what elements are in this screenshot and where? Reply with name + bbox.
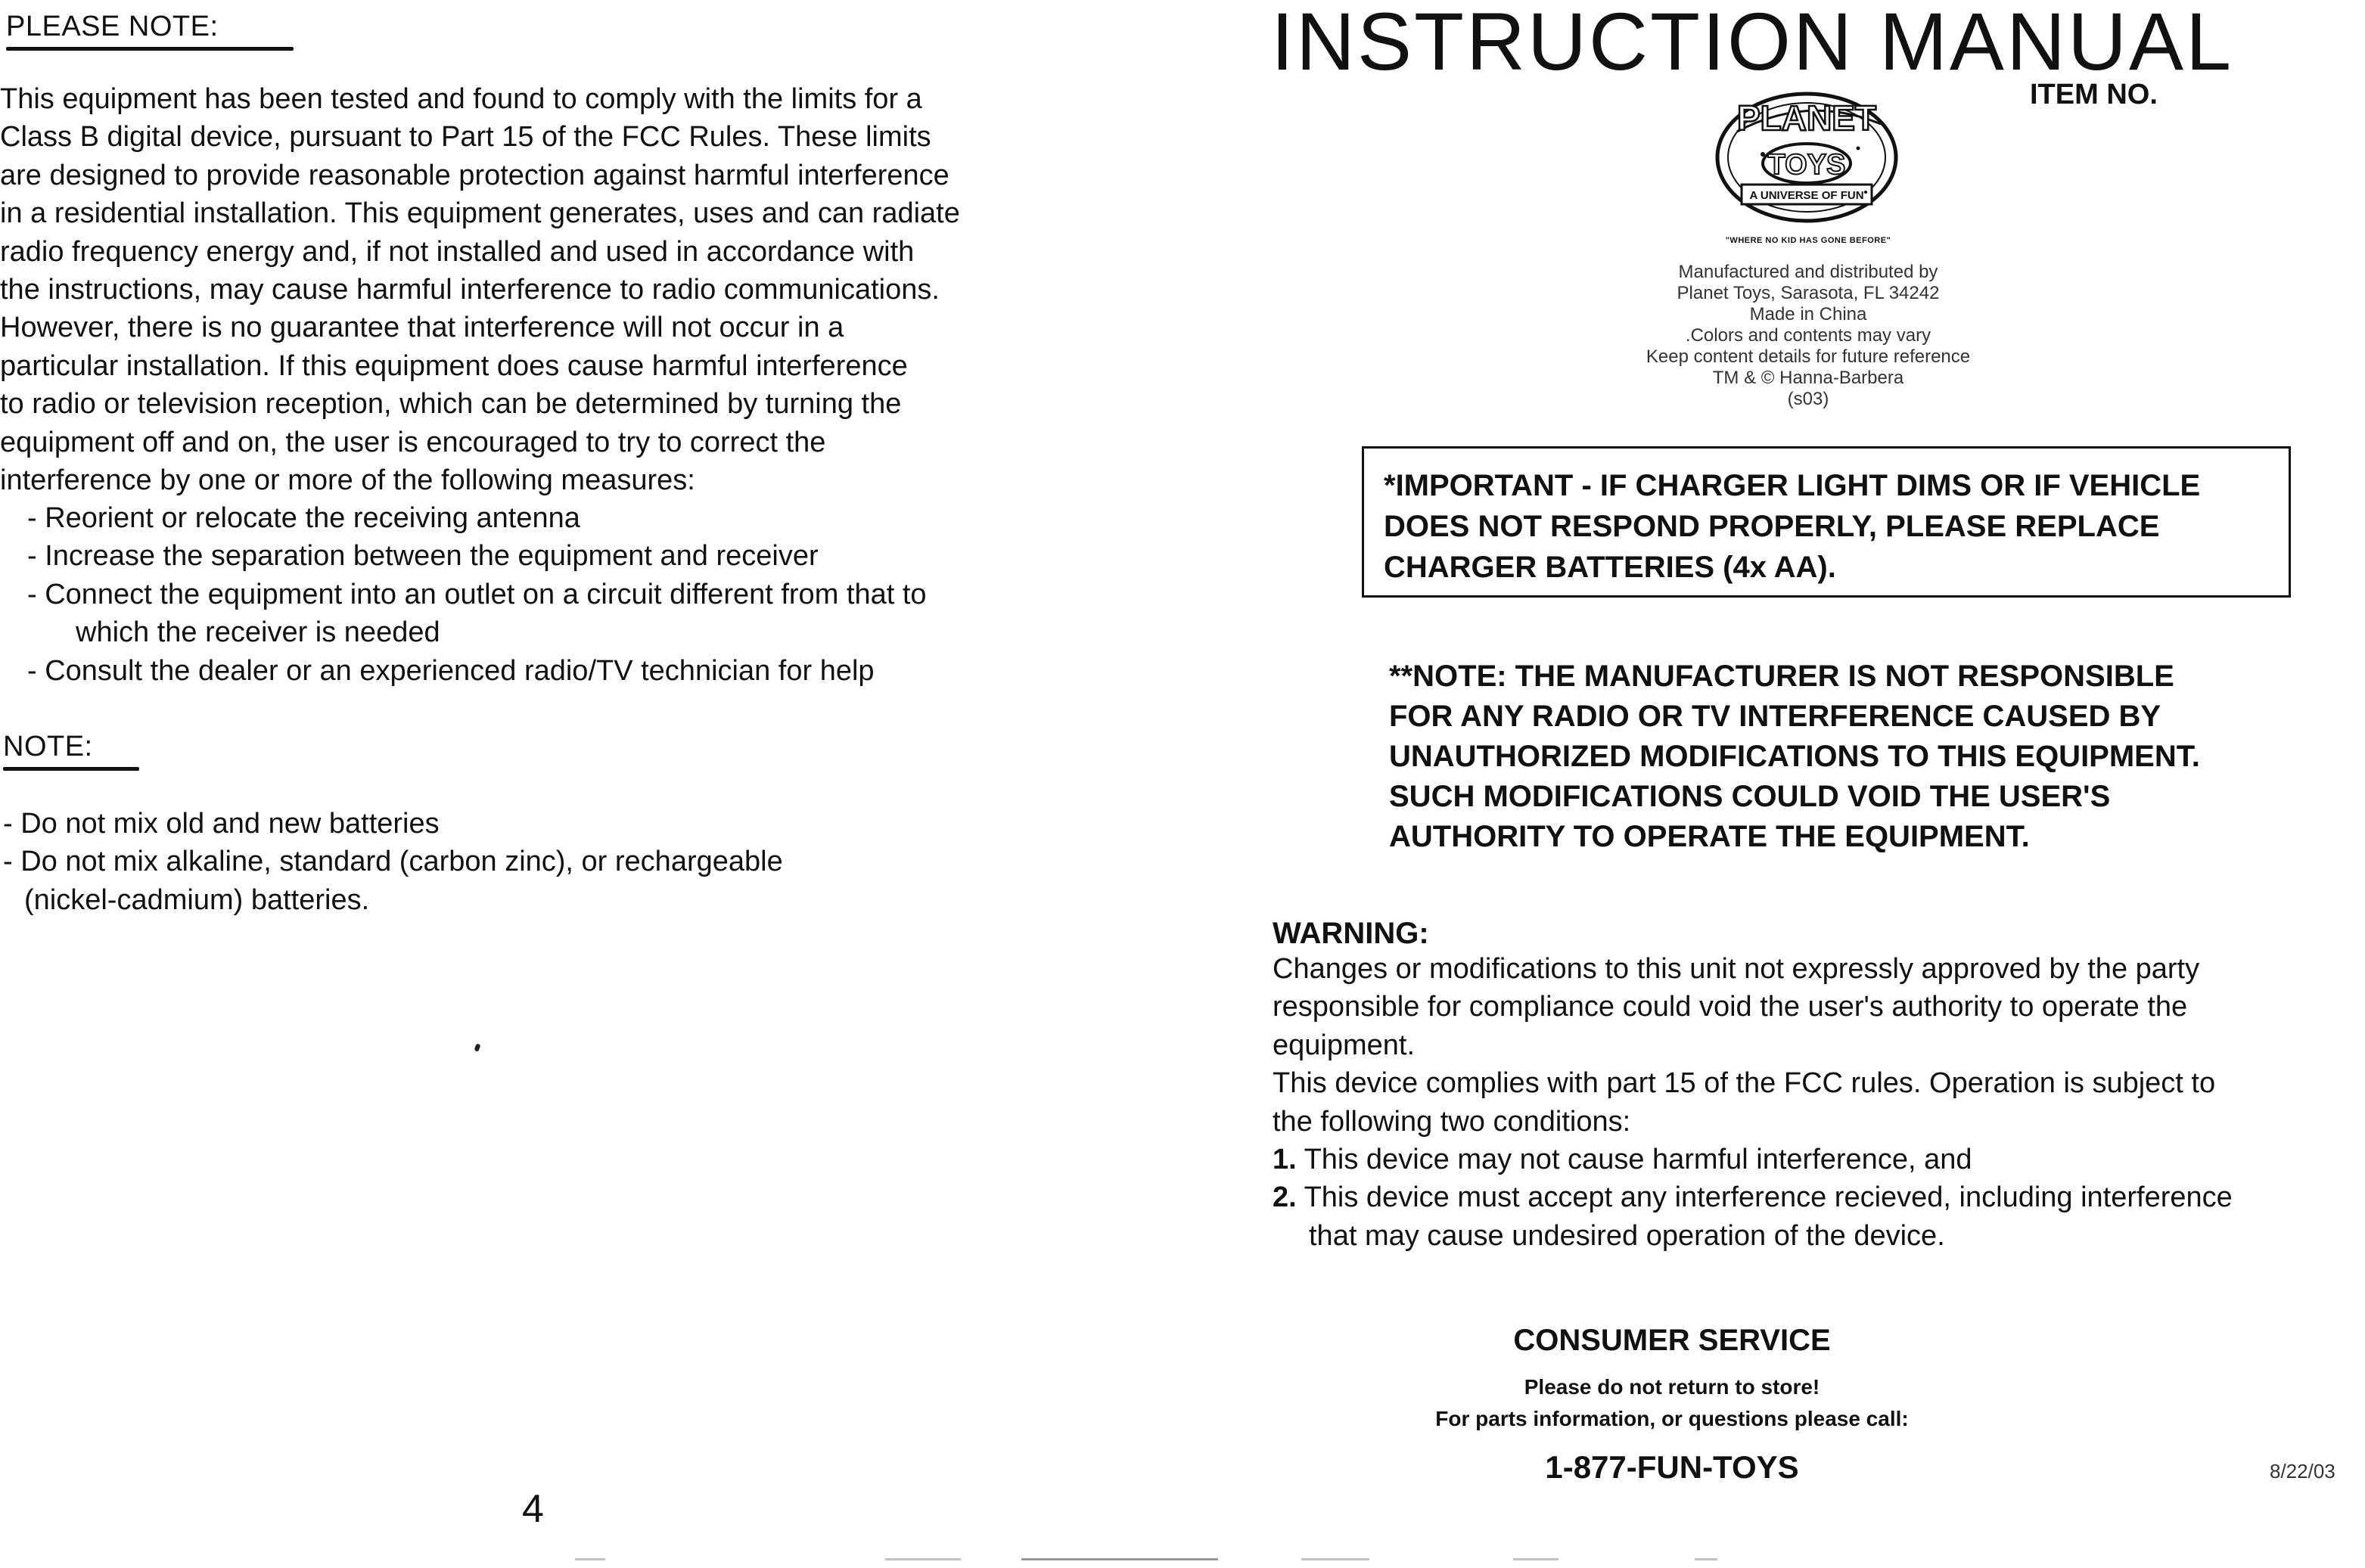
condition-number: 2. [1273, 1181, 1297, 1214]
info-line: Keep content details for future reference [1646, 346, 1971, 367]
planet-toys-logo [1710, 79, 1907, 230]
info-line: .Colors and contents may vary [1685, 325, 1931, 346]
consumer-service-line: Please do not return to store! [1524, 1375, 1820, 1399]
warning-line: responsible for compliance could void the user's authority to operate the [1273, 991, 2188, 1023]
manufacturer-info [1589, 262, 2028, 410]
logo-text-toys: TOYS [1767, 149, 1846, 181]
list-item: which the receiver is needed [76, 616, 440, 649]
important-line: *IMPORTANT - IF CHARGER LIGHT DIMS OR IF VEHICLE [1384, 469, 2201, 502]
warning-line: the following two conditions: [1273, 1105, 1631, 1138]
scan-noise [1021, 1558, 1218, 1560]
paragraph-line: However, there is no guarantee that interference will not occur in a [0, 312, 844, 344]
note-line: SUCH MODIFICATIONS COULD VOID THE USER'S [1389, 780, 2111, 813]
info-line: TM & © Hanna-Barbera [1712, 368, 1904, 388]
paragraph-line: This equipment has been tested and found to comply with the limits for a [0, 83, 922, 115]
right-page [1226, 0, 2365, 1568]
paragraph-line: to radio or television reception, which can be determined by turning the [0, 388, 902, 421]
warning-line: equipment. [1273, 1029, 1416, 1061]
paragraph-line: the instructions, may cause harmful interference to radio communications. [0, 274, 940, 306]
condition-text: This device may not cause harmful interference, and [1304, 1144, 1972, 1176]
list-item: (nickel-cadmium) batteries. [24, 883, 370, 916]
manual-title: INSTRUCTION MANUAL [1271, 0, 2234, 87]
paragraph-line: are designed to provide reasonable protection against harmful interference [0, 159, 949, 191]
condition-item [1273, 1178, 2233, 1216]
consumer-service-heading: CONSUMER SERVICE [1513, 1324, 1831, 1357]
info-line: Manufactured and distributed by [1678, 262, 1938, 282]
list-item: - Reorient or relocate the receiving antenna [27, 502, 580, 534]
scan-noise [1513, 1558, 1559, 1560]
note-line: UNAUTHORIZED MODIFICATIONS TO THIS EQUIPMENT. [1389, 740, 2200, 773]
note-line: AUTHORITY TO OPERATE THE EQUIPMENT. [1389, 820, 2030, 853]
consumer-service-line: For parts information, or questions please call: [1435, 1407, 1909, 1430]
note-line: **NOTE: THE MANUFACTURER IS NOT RESPONSIBLE [1389, 660, 2174, 693]
paragraph-line: equipment off and on, the user is encouraged to try to correct the [0, 426, 826, 458]
logo-text-planet: PLANET [1737, 98, 1876, 138]
revision-date: 8/22/03 [2270, 1460, 2335, 1483]
info-line: (s03) [1787, 389, 1829, 409]
condition-text: This device must accept any interference recieved, including interference [1304, 1181, 2233, 1214]
battery-note-list [3, 805, 783, 919]
please-note-heading: PLEASE NOTE: [6, 11, 219, 42]
warning-body [1273, 950, 2233, 1255]
fcc-compliance-paragraph [0, 80, 960, 499]
warning-heading: WARNING: [1273, 917, 1429, 950]
scan-noise [575, 1558, 605, 1560]
warning-line: This device complies with part 15 of the FCC rules. Operation is subject to [1273, 1067, 2216, 1100]
please-note-underline [6, 47, 294, 51]
info-line: Made in China [1749, 304, 1867, 324]
condition-continuation: that may cause undesired operation of the device. [1309, 1219, 1945, 1252]
consumer-service-phone: 1-877-FUN-TOYS [1545, 1449, 1799, 1485]
list-item: - Do not mix alkaline, standard (carbon zinc), or rechargeable [3, 846, 783, 878]
left-page [0, 0, 1165, 1568]
list-item: - Connect the equipment into an outlet on a circuit different from that to [27, 578, 927, 610]
list-item: - Do not mix old and new batteries [3, 808, 440, 840]
paragraph-line: interference by one or more of the following measures: [0, 464, 695, 497]
important-notice-box [1362, 446, 2291, 598]
scan-noise [885, 1558, 961, 1560]
paragraph-line: in a residential installation. This equipment generates, uses and can radiate [0, 197, 960, 230]
note-line: FOR ANY RADIO OR TV INTERFERENCE CAUSED BY [1389, 700, 2161, 733]
note-underline [3, 767, 139, 771]
scan-speck [474, 1043, 480, 1051]
list-item: - Consult the dealer or an experienced radio/TV technician for help [27, 654, 875, 687]
logo-tagline: "WHERE NO KID HAS GONE BEFORE" [1725, 236, 1891, 245]
paragraph-line: radio frequency energy and, if not installed and used in accordance with [0, 235, 915, 268]
paragraph-line: particular installation. If this equipment does cause harmful interference [0, 349, 908, 382]
manufacturer-note [1389, 657, 2200, 857]
note-heading: NOTE: [3, 731, 93, 762]
condition-item [1273, 1141, 2233, 1178]
important-line: DOES NOT RESPOND PROPERLY, PLEASE REPLACE [1384, 510, 2160, 543]
item-number-label: ITEM NO. [2030, 79, 2158, 110]
info-line: Planet Toys, Sarasota, FL 34242 [1677, 283, 1940, 303]
important-line: CHARGER BATTERIES (4x AA). [1384, 551, 1836, 584]
warning-line: Changes or modifications to this unit not expressly approved by the party [1273, 953, 2200, 985]
scan-noise [1695, 1558, 1717, 1560]
paragraph-line: Class B digital device, pursuant to Part 15 of the FCC Rules. These limits [0, 121, 931, 154]
logo-text-banner: A UNIVERSE OF FUN [1749, 189, 1864, 202]
page-number: 4 [522, 1487, 544, 1531]
scan-noise [1301, 1558, 1369, 1560]
condition-number: 1. [1273, 1144, 1297, 1176]
list-item: - Increase the separation between the equipment and receiver [27, 540, 819, 573]
interference-measures-list [27, 499, 927, 690]
